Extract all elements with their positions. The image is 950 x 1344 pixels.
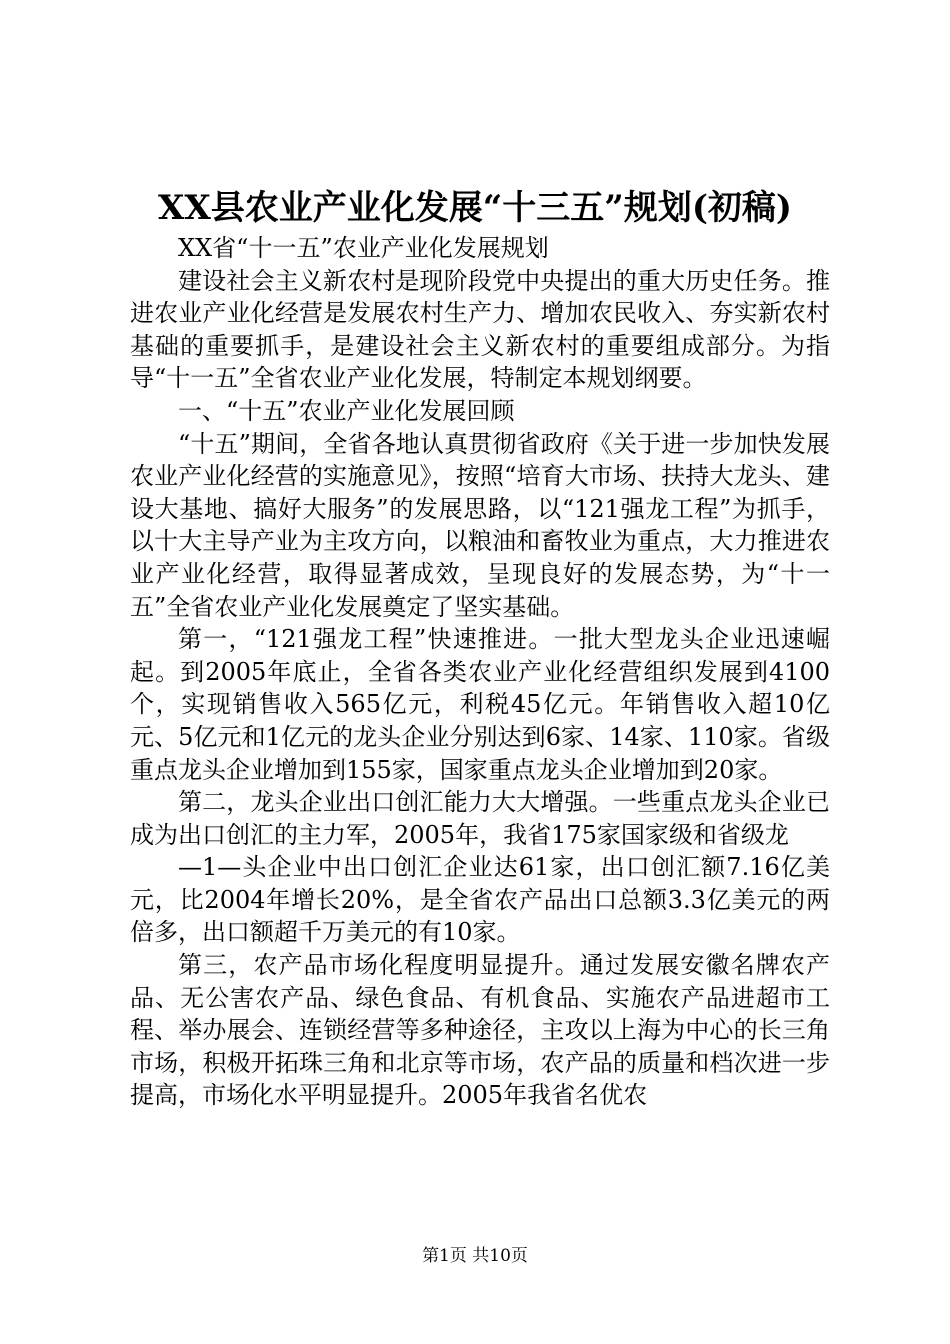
- paragraph-subtitle: XX省“十一五”农业产业化发展规划: [178, 234, 549, 262]
- document-title: XX县农业产业化发展“十三五”规划(初稿): [157, 188, 793, 228]
- paragraph: 第三，农产品市场化程度明显提升。通过发展安徽名牌农产品、无公害农产品、绿色食品、有机食品、实施农产品进超市工程、举办展会、连锁经营等多种途径，主攻以上海为中心的长三角市场，积极开拓珠三角和北京等市场，农产品的质量和档次进一步提高，市场化水平明显提升。2005年我省名优农: [130, 951, 830, 1110]
- page-footer: 第1页 共10页: [422, 1246, 528, 1266]
- paragraph: 第一，“121强龙工程”快速推进。一批大型龙头企业迅速崛起。到2005年底止，全省各类农业产业化经营组织发展到4100个，实现销售收入565亿元，利税45亿元。年销售收入超10亿元、5亿元和1亿元的龙头企业分别达到6家、14家、110家。省级重点龙头企业增加到155家，国家重点龙头企业增加到20家。: [130, 625, 830, 784]
- section-heading: 一、“十五”农业产业化发展回顾: [178, 396, 515, 425]
- paragraph: 第二，龙头企业出口创汇能力大大增强。一些重点龙头企业已成为出口创汇的主力军，2005年，我省175家国家级和省级龙: [130, 788, 830, 849]
- paragraph: “十五”期间，全省各地认真贯彻省政府《关于进一步加快发展农业产业化经营的实施意见》，按照“培育大市场、扶持大龙头、建设大基地、搞好大服务”的发展思路，以“121强龙工程”为抓手，以十大主导产业为主攻方向，以粮油和畜牧业为重点，大力推进农业产业化经营，取得显著成效，呈现良好的发展态势，为“十一五”全省农业产业化发展奠定了坚实基础。: [130, 429, 830, 621]
- paragraph: —1—头企业中出口创汇企业达61家，出口创汇额7.16亿美元，比2004年增长20%，是全省农产品出口总额3.3亿美元的两倍多，出口额超千万美元的有10家。: [130, 853, 830, 947]
- document-body: [130, 232, 830, 1112]
- paragraph: 建设社会主义新农村是现阶段党中央提出的重大历史任务。推进农业产业化经营是发展农村生产力、增加农民收入、夯实新农村基础的重要抓手，是建设社会主义新农村的重要组成部分。为指导“十一五”全省农业产业化发展，特制定本规划纲要。: [130, 266, 830, 393]
